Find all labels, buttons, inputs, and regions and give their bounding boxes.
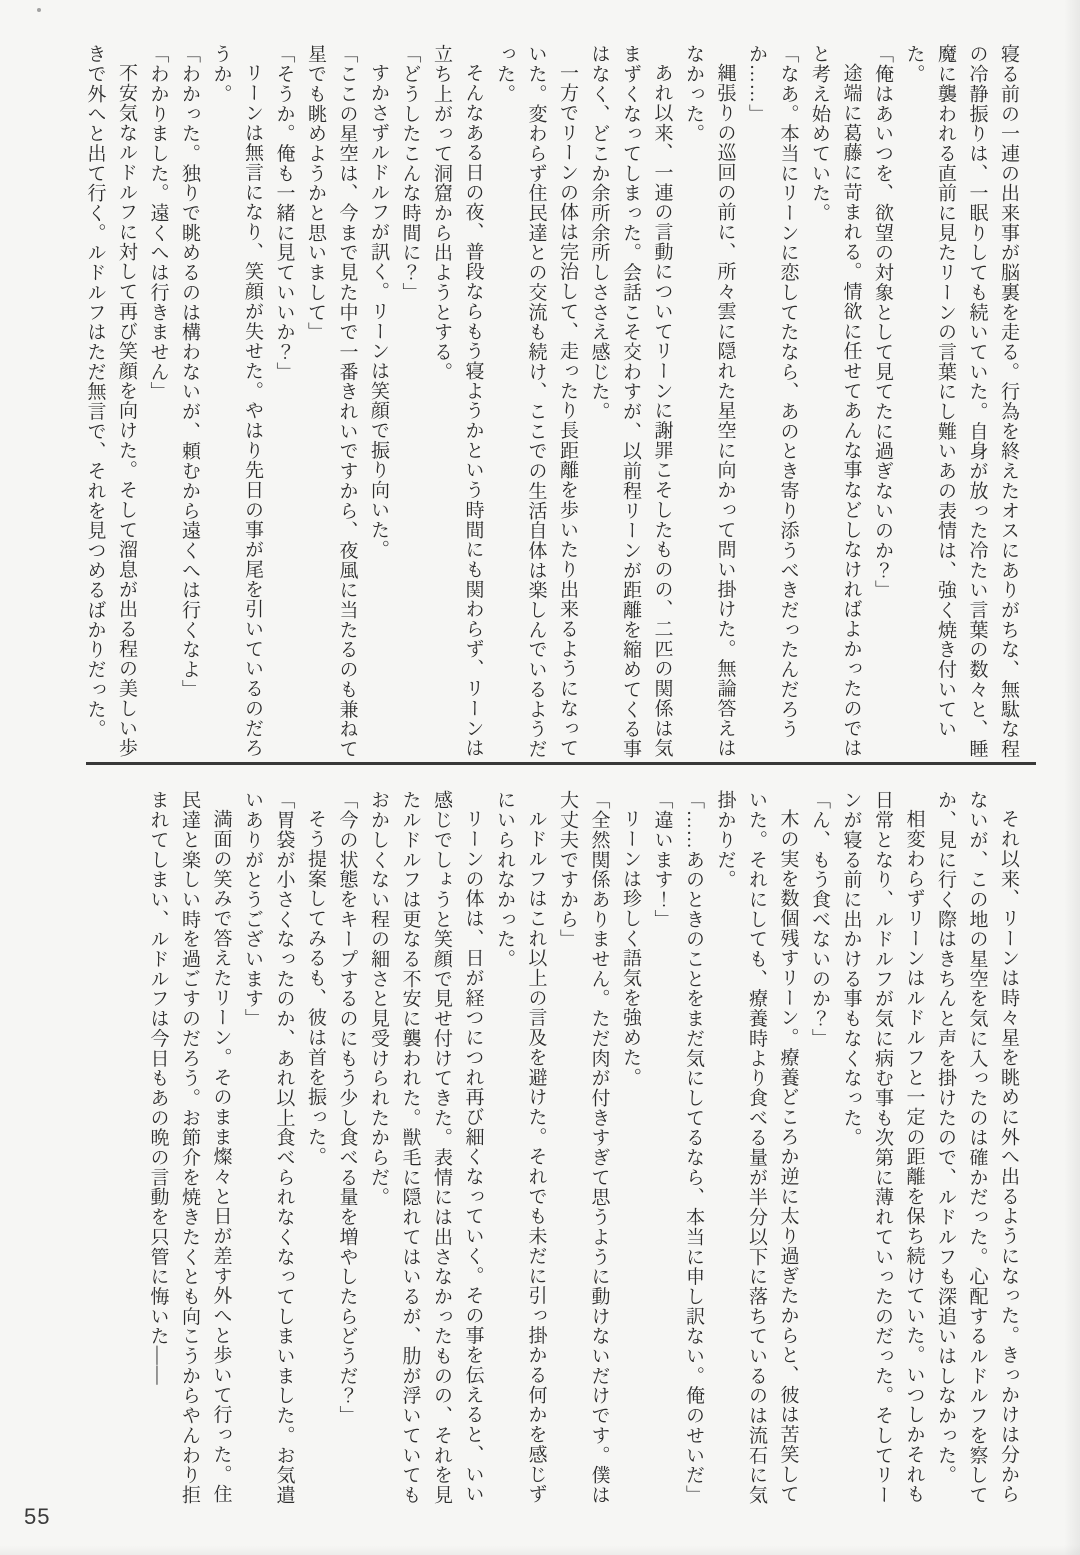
narration-paragraph: リーンは珍しく語気を強めた。 (620, 809, 641, 1087)
dialogue-line: 「……あのときのことをまだ気にしてるなら、本当に申し訳ない。俺のせいだ」 (683, 790, 704, 1505)
narration-paragraph: そう提案してみるも、彼は首を振った。 (305, 809, 326, 1167)
narration-paragraph: 木の実を数個残すリーン。療養どころか逆に太り過ぎたからと、彼は苦笑していた。それにしても、療養時より食べる量が半分以下に落ちているのは流石に気掛かりだ。 (714, 790, 799, 1505)
scan-edge-shadow (1064, 0, 1080, 1555)
narration-paragraph: リーンは無言になり、笑顔が失せた。やはり先日の事が尾を引いているのだろうか。 (210, 44, 263, 758)
dialogue-line: 「ここの星空は、今まで見た中で一番きれいですから、夜風に当たるのも兼ねて星でも眺めようかと思いまして」 (305, 44, 358, 759)
narration-paragraph: あれ以来、一連の言動についてリーンに謝罪こそしたものの、二匹の関係は気まずくなってしまった。会話こそ交わすが、以前程リーンが距離を縮めてくる事はなく、どこか余所余所しささえ感じた。 (588, 44, 673, 759)
dialogue-line: 「どうしたこんな時間に？」 (399, 44, 421, 303)
narration-paragraph: 縄張りの巡回の前に、所々雲に隠れた星空に向かって問い掛けた。無論答えはなかった。 (683, 44, 736, 758)
narration-paragraph: それ以来、リーンは時々星を眺めに外へ出るようになった。きっかけは分からないが、この地の星空を気に入ったのは確かだった。心配するルドルフを察してか、見に行く際はきちんと声を掛けたので、ルドルフも深追いはしなかった。 (935, 790, 1019, 1505)
dialogue-line: 「わかった。独りで眺めるのは構わないが、頼むから遠くへは行くなよ」 (179, 44, 200, 700)
narration-paragraph: 途端に葛藤に苛まれる。情欲に任せてあんな事などしなければよかったのではと考え始めていた。 (809, 44, 862, 758)
narration-paragraph: 寝る前の一連の出来事が脳裏を走る。行為を終えたオスにありがちな、無駄な程の冷静振りは、一眠りしても続いていた。自身が放った冷たい言葉の数々と、睡魔に襲われる直前に見たリーンの言葉にし難いあの表情は、強く焼き付いていた。 (903, 44, 1019, 759)
dialogue-line: 「わかりました。遠くへは行きません」 (147, 44, 169, 402)
narration-paragraph: そんなある日の夜、普段ならもう寝ようかという時間にも関わらず、リーンは立ち上がって洞窟から出ようとする。 (431, 44, 484, 758)
scan-bottom-shadow (0, 1545, 1080, 1555)
dialogue-line: 「全然関係ありません。ただ肉が付きすぎて思うように動けないだけです。僕は大丈夫ですから」 (557, 790, 610, 1505)
dialogue-line: 「今の状態をキープするのにもう少し食べる量を増やしたらどうだ？」 (336, 790, 358, 1426)
page-number: 55 (24, 1504, 51, 1529)
upper-text-block (79, 44, 1024, 760)
dialogue-line: 「俺はあいつを、欲望の対象として見てたに過ぎないのか？」 (872, 44, 893, 600)
narration-paragraph: 一方でリーンの体は完治して、走ったり長距離を歩いたり出来るようになっていた。変わらず住民達との交流も続け、ここでの生活自体は楽しんでいるようだった。 (494, 44, 578, 759)
scan-artifact-dot (37, 8, 41, 12)
lower-text-block (142, 790, 1024, 1506)
dialogue-line: 「なあ。本当にリーンに恋してたなら、あのとき寄り添うべきだったんだろうか……」 (746, 44, 799, 739)
dialogue-line: 「ん、もう食べないのか？」 (809, 790, 830, 1049)
narration-paragraph: 満面の笑みで答えたリーン。そのまま燦々と日が差す外へと歩いて行った。住民達と楽しい時を過ごすのだろう。お節介を焼きたくとも向こうからやんわり拒まれてしまい、ルドルフは今日もあの晩の言動を只管に悔いた―― (147, 790, 232, 1505)
dialogue-line: 「そうか。俺も一緒に見ていいか？」 (273, 44, 295, 382)
narration-paragraph: 不安気なルドルフに対して再び笑顔を向けた。そして溜息が出る程の美しい歩きで外へと出て行く。ルドルフはただ無言で、それを見つめるばかりだった。 (84, 44, 137, 758)
narration-paragraph: ルドルフはこれ以上の言及を避けた。それでも未だに引っ掛かる何かを感じずにいられなかった。 (494, 790, 547, 1504)
narration-paragraph: すかさずルドルフが訊く。リーンは笑顔で振り向いた。 (368, 63, 389, 560)
dialogue-line: 「胃袋が小さくなったのか、あれ以上食べられなくなってしまいました。お気遣いありがとうございます」 (242, 790, 295, 1505)
dialogue-line: 「違います！」 (651, 790, 673, 929)
narration-paragraph: リーンの体は、日が経つにつれ再び細くなっていく。その事を伝えると、いい感じでしょうと笑顔で見せ付けてきた。表情には出さなかったものの、それを見たルドルフは更なる不安に襲われた。獣毛に隠れてはいるが、肋が浮いていてもおかしくない程の細さと見受けられたからだ。 (368, 790, 484, 1505)
narration-paragraph: 相変わらずリーンはルドルフと一定の距離を保ち続けていた。いつしかそれも日常となり、ルドルフが気に病む事も次第に薄れていったのだった。そしてリーンが寝る前に出かける事もなくなった。 (840, 790, 925, 1505)
section-divider-rule (86, 762, 1036, 765)
